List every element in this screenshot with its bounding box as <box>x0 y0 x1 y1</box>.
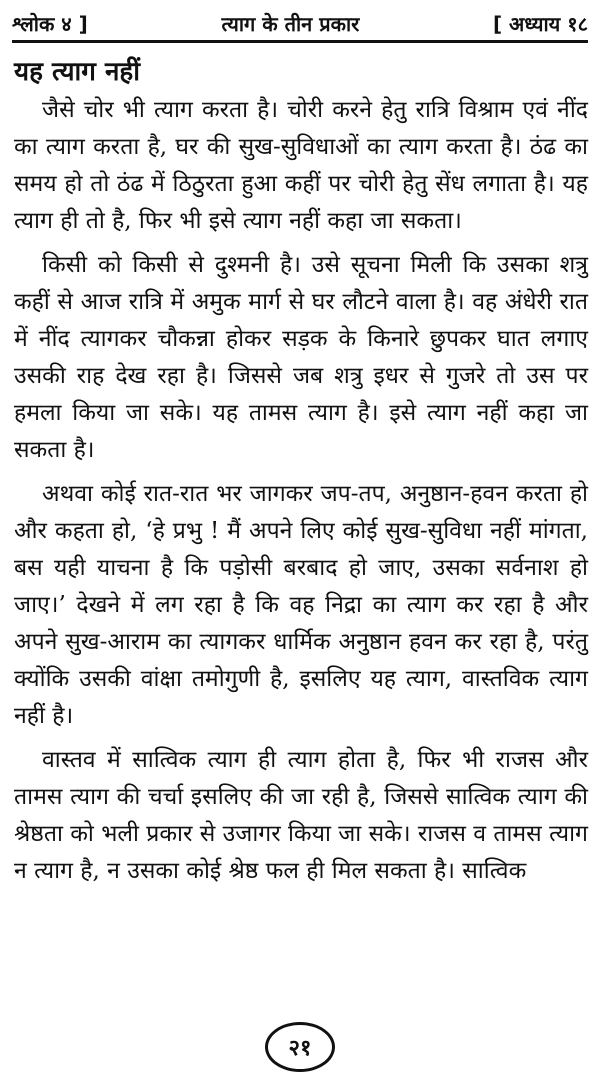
chapter-title: त्याग के तीन प्रकार <box>221 11 360 36</box>
paragraph-4: वास्तव में सात्विक त्याग ही त्याग होता है, फिर भी राजस और तामस त्याग की चर्चा इसलिए की जा रही है, जिससे सात्विक त्याग की श्रेष्ठता को भली प्रकार से उजागर किया जा सके। राजस व तामस त्याग न त्याग है, न उसका कोई श्रेष्ठ फल ही मिल सकता है। सात्विक <box>14 747 588 884</box>
chapter-number: [ अध्याय १८ <box>492 11 588 36</box>
paragraph-2: किसी को किसी से दुश्मनी है। उसे सूचना मिली कि उसका शत्रु कहीं से आज रात्रि में अमुक मार्ग से घर लौटने वाला है। वह अंधेरी रात में नींद त्यागकर चौकन्ना होकर सड़क के किनारे छुपकर घात लगाए उसकी राह देख रहा है। जिससे जब शत्रु इधर से गुजरे तो उस पर हमला किया जा सके। यह तामस त्याग है। इसे त्याग नहीं कहा जा सकता है। <box>14 252 588 463</box>
page-footer <box>0 1022 600 1072</box>
section-heading: यह त्याग नहीं <box>14 57 140 87</box>
page-number: २१ <box>265 1022 335 1072</box>
body-text <box>14 92 588 897</box>
paragraph-3: अथवा कोई रात-रात भर जागकर जप-तप, अनुष्ठान-हवन करता हो और कहता हो, ‘हे प्रभु ! मैं अपने लिए कोई सुख-सुविधा नहीं मांगता, बस यही याचना है कि पड़ोसी बरबाद हो जाए, उसका सर्वनाश हो जाए।’ देखने में लग रहा है कि वह निद्रा का त्याग कर रहा है और अपने सुख-आराम का त्यागकर धार्मिक अनुष्ठान हवन कर रहा है, परंतु क्योंकि उसकी वांक्षा तमोगुणी है, इसलिए यह त्याग, वास्तविक त्याग नहीं है। <box>14 481 588 729</box>
verse-reference: श्लोक ४ ] <box>12 11 88 36</box>
paragraph-1: जैसे चोर भी त्याग करता है। चोरी करने हेतु रात्रि विश्राम एवं नींद का त्याग करता है, घर की सुख-सुविधाओं का त्याग करता है। ठंढ का समय हो तो ठंढ में ठिठुरता हुआ कहीं पर चोरी हेतु सेंध लगाता है। यह त्याग ही तो है, फिर भी इसे त्याग नहीं कहा जा सकता। <box>14 97 588 234</box>
page-header <box>12 6 588 43</box>
